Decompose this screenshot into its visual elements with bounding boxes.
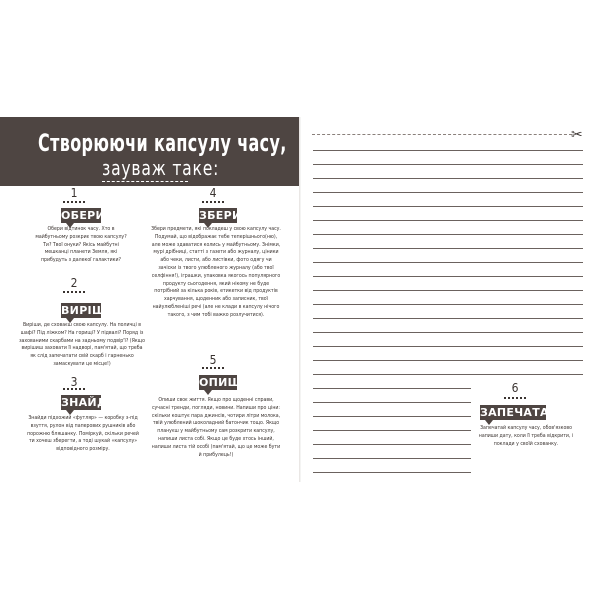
step-label-3: ЗНАЙДИ (61, 396, 117, 409)
writing-line (313, 360, 583, 361)
writing-line (313, 248, 583, 249)
writing-line (313, 346, 583, 347)
step-dots-4 (202, 201, 224, 203)
step-dots-3 (63, 388, 85, 390)
step-dots-2 (63, 291, 85, 293)
step-text-4: Збери предмети, які покладеш у свою капсулу часу. Подумай, що відображає тебе теперішнього(ню), але може здаватися колись у майбутньому. Знімки, мурі дрібниці, статті з газети або журналу, ціники або чеки, листи, або листівки, фото одягу чи зачіски із твого улюбленого журналу (або твої селфіння!), іграшки, упаковка якогось популярного продукту сьогодення, який нікому не буде потрібний за кілька років, етикетки від продуктів харчування, щоденник або записник, твої найулюбленіші речі (але не клади в капсулу нічого такого, з чим тобі важко розлучитися). (151, 226, 281, 318)
step-number-2: 2 (70, 276, 78, 290)
writing-line (313, 262, 583, 263)
writing-line (313, 164, 583, 165)
writing-line (313, 430, 471, 431)
writing-line (313, 458, 471, 459)
writing-line (313, 332, 583, 333)
step-number-6: 6 (511, 381, 519, 395)
step-text-6: Запечатай капсулу часу, обов'язково напиши дату, коли її треба відкрити, і поклади у своїй схованку. (478, 425, 574, 447)
writing-line (313, 234, 583, 235)
step-number-1: 1 (70, 186, 78, 200)
step-number-4: 4 (209, 186, 217, 200)
step-number-3: 3 (70, 375, 78, 389)
writing-line (313, 206, 583, 207)
writing-line (313, 472, 471, 473)
page-subtitle: зауваж таке: (102, 156, 220, 180)
writing-line (313, 178, 583, 179)
step-label-4: ЗБЕРИ (199, 209, 242, 222)
writing-line (313, 290, 583, 291)
step-dots-1 (63, 201, 85, 203)
writing-line (313, 374, 583, 375)
step-text-1: Обери відтинок часу. Хто в майбутньому розкриє твою капсулу? Ти? Твої онуки? Якісь майбутні мешканці планети Земля, які прибудуть з далекої галактики? (35, 226, 127, 264)
step-text-2: Виріши, де сховаєш свою капсулу. На поличці в шафі? Під ліжком? На горищі? У підвалі? Поряд із захованими скарбами на задньому подвір'ї? (Якщо вирішиш заховати її надворі, пам'ятай, що треба як слід запечатати свій скарб і гарненько замаскувати це місце!) (19, 322, 145, 367)
step-dots-5 (202, 367, 224, 369)
step-label-6: ЗАПЕЧАТАЙ (480, 406, 559, 419)
cut-line (312, 134, 572, 135)
scissors-icon: ✂ (571, 127, 583, 143)
writing-line (313, 192, 583, 193)
writing-line (313, 220, 583, 221)
page-title: Створюючи капсулу часу, (38, 129, 287, 157)
writing-line (313, 304, 583, 305)
writing-line (313, 416, 471, 417)
step-label-5: ОПИШИ (199, 376, 252, 389)
step-label-1: ОБЕРИ (61, 209, 106, 222)
step-number-5: 5 (209, 353, 217, 367)
book-spine (299, 117, 301, 482)
writing-line (313, 276, 583, 277)
writing-line (313, 402, 471, 403)
writing-line (313, 444, 471, 445)
step-dots-6 (504, 397, 526, 399)
writing-line (313, 388, 471, 389)
subtitle-underline (102, 181, 188, 182)
step-text-5: Опиши своє життя. Якщо про щоденні справи, сучасні тренди, погляди, новини. Напиши про ціни: скільки коштує пара джинсів, чотири літри молока, твій улюблений шоколадний батончик тощо. Якщо плануєш у майбутньому сам розкрити капсулу, напиши листа собі. Якщо це буде хтось інший, напиши листа тій особі (пам'ятай, що це може бути й прибулець!) (151, 397, 281, 458)
writing-line (313, 150, 583, 151)
step-label-2: ВИРІШИ (61, 304, 116, 317)
writing-line (313, 318, 583, 319)
step-text-3: Знайди підхожий «футляр» — коробку з-під взуття, рулон від паперових рушників або порожню бляшанку. Поміркуй, скільки речей ти хочеш зберегти, а тоді шукай «капсулу» відповідного розміру. (27, 415, 139, 453)
